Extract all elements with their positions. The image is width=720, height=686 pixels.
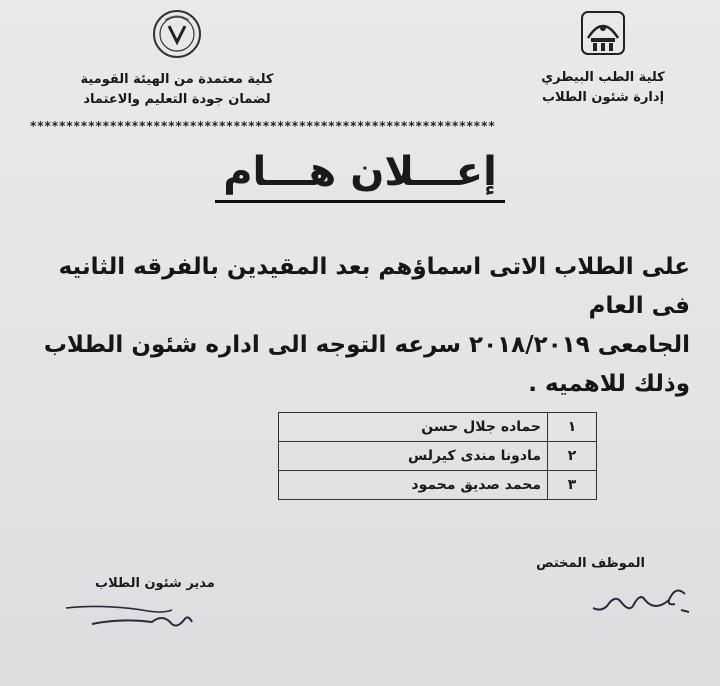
- row-number: ٣: [548, 471, 597, 500]
- announcement-body: [40, 248, 690, 404]
- student-name: مادونا مندى كيرلس: [279, 442, 548, 471]
- faculty-name: كلية الطب البيطري: [541, 70, 665, 85]
- accreditation-line-1: كلية معتمدة من الهيئة القومية: [80, 72, 274, 87]
- header-left: [62, 8, 292, 110]
- students-table: [278, 412, 597, 500]
- department-name: إدارة شئون الطلاب: [541, 90, 665, 105]
- row-number: ١: [548, 413, 597, 442]
- table-row: [279, 442, 597, 471]
- announcement-title-wrap: [0, 148, 720, 203]
- header-separator: ****************************************************************: [30, 119, 496, 133]
- student-name: محمد صديق محمود: [279, 471, 548, 500]
- body-line-2: الجامعى ٢٠١٨/٢٠١٩ سرعه التوجه الى اداره شئون الطلاب: [43, 332, 690, 358]
- student-name: حماده جلال حسن: [279, 413, 548, 442]
- accreditation-seal-icon: [151, 8, 203, 60]
- faculty-logo-icon: [578, 8, 628, 58]
- employee-signature-block: [536, 556, 645, 571]
- body-line-1: على الطلاب الاتى اسماؤهم بعد المقيدين بالفرقه الثانيه فى العام: [58, 254, 690, 319]
- header-right: [528, 8, 678, 108]
- table-row: [279, 471, 597, 500]
- director-signature-icon: [62, 600, 197, 640]
- row-number: ٢: [548, 442, 597, 471]
- director-label: مدير شئون الطلاب: [95, 576, 215, 591]
- director-signature-block: [95, 576, 215, 591]
- table-row: [279, 413, 597, 442]
- announcement-title: إعـــلان هـــام: [215, 148, 505, 203]
- body-line-3: وذلك للاهميه .: [528, 371, 690, 397]
- employee-label: الموظف المختص: [536, 556, 645, 571]
- employee-signature-icon: [585, 582, 695, 622]
- accreditation-line-2: لضمان جودة التعليم والاعتماد: [83, 92, 271, 107]
